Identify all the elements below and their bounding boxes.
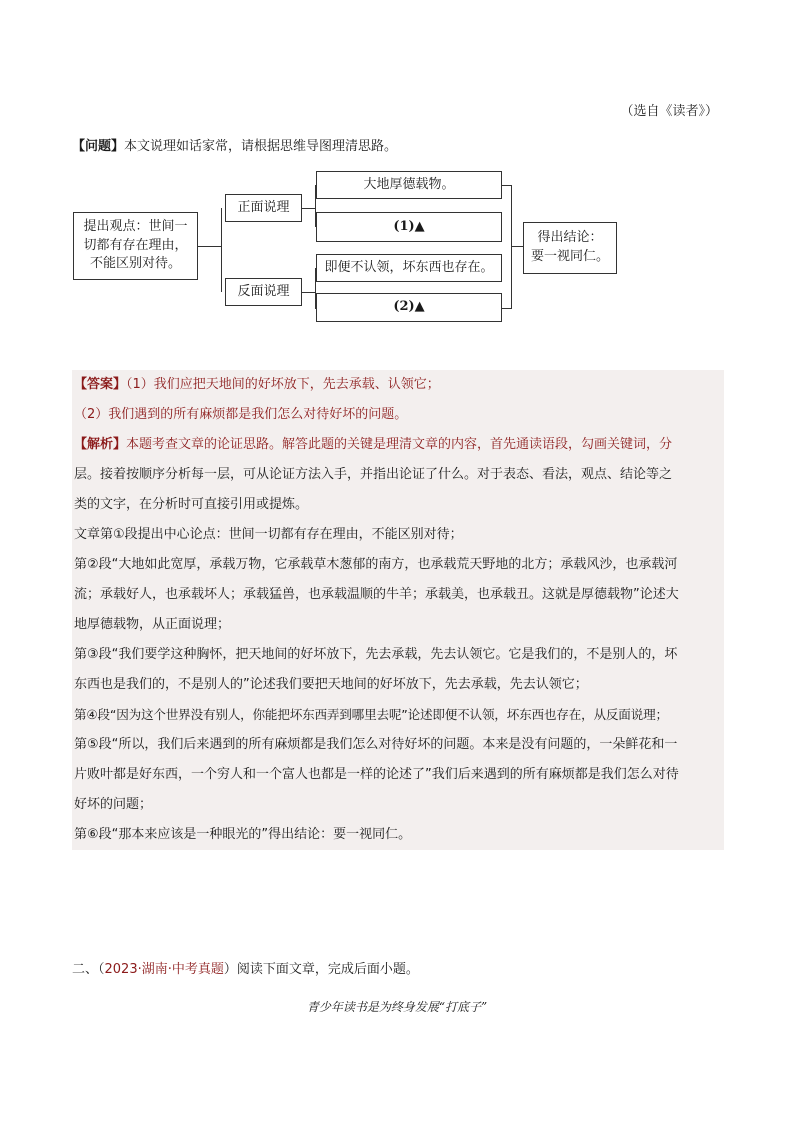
source-note: （选自《读者》） [620, 104, 718, 119]
map-root-line-3: 不能区别对待。 [89, 256, 181, 272]
map-conclusion-box [523, 222, 617, 274]
map-connector [221, 208, 222, 292]
analysis-line: 好坏的问题； [74, 797, 153, 812]
map-pos-item-1: 大地厚德载物。 [316, 171, 502, 199]
blank-1: (1)▲ [393, 218, 425, 234]
analysis-line: 第②段“大地如此宽厚，承载万物，它承载草木葱郁的南方，也承载荒天野地的北方；承载风沙，也承载河 [74, 557, 678, 572]
answer-line-1 [72, 370, 724, 400]
analysis-line: 类的文字，在分析时可直接引用或提炼。 [74, 497, 309, 512]
answer-1: （1）我们应把天地间的好坏放下，先去承载、认领它； [126, 377, 440, 392]
blank-2: (2)▲ [393, 299, 425, 315]
answer-tag: 【答案】 [74, 377, 127, 392]
answer-2: （2）我们遇到的所有麻烦都是我们怎么对待好坏的问题。 [74, 407, 408, 422]
analysis-line: 文章第①段提出中心论点：世间一切都有存在理由，不能区别对待； [74, 527, 463, 542]
map-conclusion-line-1: 得出结论： [537, 230, 603, 246]
map-root-line-1: 提出观点：世间一 [83, 218, 188, 234]
section-two-heading [72, 958, 419, 977]
analysis-line: 地厚德载物，从正面说理； [74, 617, 231, 632]
question-text: 本文说理如话家常，请根据思维导图理清思路。 [124, 139, 398, 154]
analysis-line: 第④段“因为这个世界没有别人，你能把坏东西弄到哪里去呢”论述即便不认领，坏东西也存在，从反面说理； [74, 707, 668, 722]
analysis-line: 第③段“我们要学这种胸怀，把天地间的好坏放下，先去承载，先去认领它。它是我们的，不是别人的，坏 [74, 647, 678, 662]
map-neg-item-1: 即便不认领，坏东西也存在。 [316, 254, 502, 282]
map-connector [511, 185, 512, 309]
map-connector [198, 246, 222, 247]
answer-block [72, 370, 724, 850]
article-title: 青少年读书是为终身发展“打底子” [306, 1000, 488, 1014]
map-positive-box: 正面说理 [225, 194, 302, 222]
map-root-line-2: 切都有存在理由， [83, 237, 188, 253]
section-two-source: 2023·湖南·中考真题 [104, 962, 224, 977]
analysis-line: 东西也是我们的，不是别人的”论述我们要把天地间的好坏放下，先去承载，先去认领它； [74, 677, 588, 692]
map-pos-item-2 [316, 212, 502, 242]
map-root-box [73, 212, 198, 280]
analysis-line: 片败叶都是好东西，一个穷人和一个富人也都是一样的论述了”我们后来遇到的所有麻烦都是我们怎么对待 [74, 767, 679, 782]
section-two-prefix: 二、（ [72, 962, 105, 977]
analysis-line: 第⑤段“所以，我们后来遇到的所有麻烦都是我们怎么对待好坏的问题。本来是没有问题的，一朵鲜花和一 [74, 737, 678, 752]
analysis-tag: 【解析】 [74, 437, 127, 452]
analysis-line-1 [72, 430, 724, 460]
question-tag: 【问题】 [72, 139, 125, 154]
analysis-line: 层。接着按顺序分析每一层，可从论证方法入手，并指出论证了什么。对于表态、看法，观点、结论等之 [74, 467, 673, 482]
answer-line-2 [72, 400, 724, 430]
map-connector [511, 246, 523, 247]
map-connector [302, 208, 316, 209]
map-conclusion-line-2: 要一视同仁。 [530, 249, 609, 264]
map-connector [302, 292, 316, 293]
analysis-text: 本题考查文章的论证思路。解答此题的关键是理清文章的内容，首先通读语段，勾画关键词，分 [126, 437, 673, 452]
mind-map [0, 0, 794, 340]
section-two-suffix: ）阅读下面文章，完成后面小题。 [223, 962, 419, 977]
map-negative-box: 反面说理 [225, 278, 302, 306]
map-neg-item-2 [316, 293, 502, 322]
analysis-line: 流；承载好人，也承载坏人；承载猛兽，也承载温顺的牛羊；承载美，也承载丑。这就是厚德载物”论述大 [74, 587, 679, 602]
analysis-line: 第⑥段“那本来应该是一种眼光的”得出结论：要一视同仁。 [74, 827, 412, 842]
